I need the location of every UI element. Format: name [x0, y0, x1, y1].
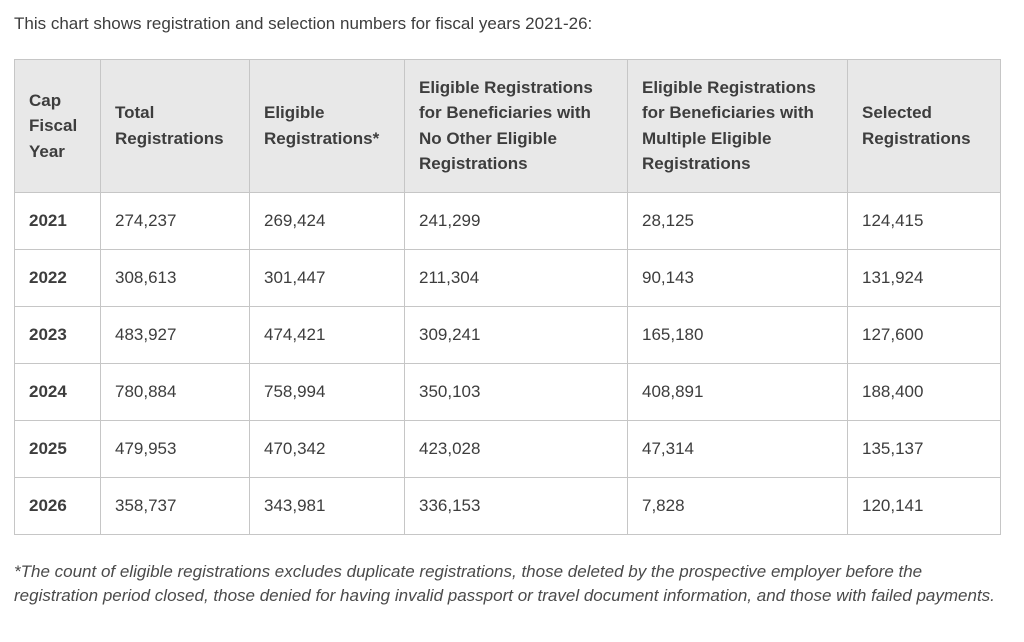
year-cell: 2024: [15, 363, 101, 420]
selected-registrations-cell: 124,415: [848, 192, 1001, 249]
eligible-no-other-cell: 423,028: [405, 420, 628, 477]
column-header-selected-registrations: Selected Registrations: [848, 59, 1001, 192]
eligible-registrations-cell: 269,424: [250, 192, 405, 249]
total-registrations-cell: 483,927: [101, 306, 250, 363]
table-row-2026: [15, 477, 1001, 534]
footnote-text: *The count of eligible registrations excludes duplicate registrations, those deleted by the prospective employer before the registration period closed, those denied for having invalid passport or travel document information, and those with failed payments.: [14, 561, 995, 606]
eligible-registrations-cell: 758,994: [250, 363, 405, 420]
column-header-total-registrations: Total Registrations: [101, 59, 250, 192]
eligible-registrations-cell: 474,421: [250, 306, 405, 363]
table-row-2023: [15, 306, 1001, 363]
eligible-multiple-cell: 165,180: [628, 306, 848, 363]
eligible-multiple-cell: 47,314: [628, 420, 848, 477]
total-registrations-cell: 274,237: [101, 192, 250, 249]
column-header-eligible-multiple: Eligible Registrations for Beneficiaries with Multiple Eligible Registrations: [628, 59, 848, 192]
eligible-multiple-cell: 408,891: [628, 363, 848, 420]
table-row-2021: [15, 192, 1001, 249]
total-registrations-cell: 358,737: [101, 477, 250, 534]
year-cell: 2021: [15, 192, 101, 249]
total-registrations-cell: 479,953: [101, 420, 250, 477]
eligible-no-other-cell: 336,153: [405, 477, 628, 534]
total-registrations-cell: 780,884: [101, 363, 250, 420]
column-header-eligible-no-other: Eligible Registrations for Beneficiaries with No Other Eligible Registrations: [405, 59, 628, 192]
year-cell: 2026: [15, 477, 101, 534]
eligible-no-other-cell: 211,304: [405, 249, 628, 306]
table-header-row: [15, 59, 1001, 192]
eligible-multiple-cell: 7,828: [628, 477, 848, 534]
year-cell: 2022: [15, 249, 101, 306]
selected-registrations-cell: 127,600: [848, 306, 1001, 363]
eligible-registrations-cell: 343,981: [250, 477, 405, 534]
year-cell: 2023: [15, 306, 101, 363]
column-header-eligible-registrations: Eligible Registrations*: [250, 59, 405, 192]
intro-text: This chart shows registration and selection numbers for fiscal years 2021-26:: [14, 14, 593, 33]
table-row-2024: [15, 363, 1001, 420]
table-row-2025: [15, 420, 1001, 477]
selected-registrations-cell: 135,137: [848, 420, 1001, 477]
selected-registrations-cell: 120,141: [848, 477, 1001, 534]
registrations-table: [14, 59, 1001, 535]
eligible-registrations-cell: 470,342: [250, 420, 405, 477]
year-cell: 2025: [15, 420, 101, 477]
total-registrations-cell: 308,613: [101, 249, 250, 306]
selected-registrations-cell: 131,924: [848, 249, 1001, 306]
eligible-no-other-cell: 241,299: [405, 192, 628, 249]
table-row-2022: [15, 249, 1001, 306]
eligible-registrations-cell: 301,447: [250, 249, 405, 306]
eligible-no-other-cell: 309,241: [405, 306, 628, 363]
selected-registrations-cell: 188,400: [848, 363, 1001, 420]
eligible-no-other-cell: 350,103: [405, 363, 628, 420]
eligible-multiple-cell: 28,125: [628, 192, 848, 249]
eligible-multiple-cell: 90,143: [628, 249, 848, 306]
column-header-cap-fiscal-year: Cap Fiscal Year: [15, 59, 101, 192]
